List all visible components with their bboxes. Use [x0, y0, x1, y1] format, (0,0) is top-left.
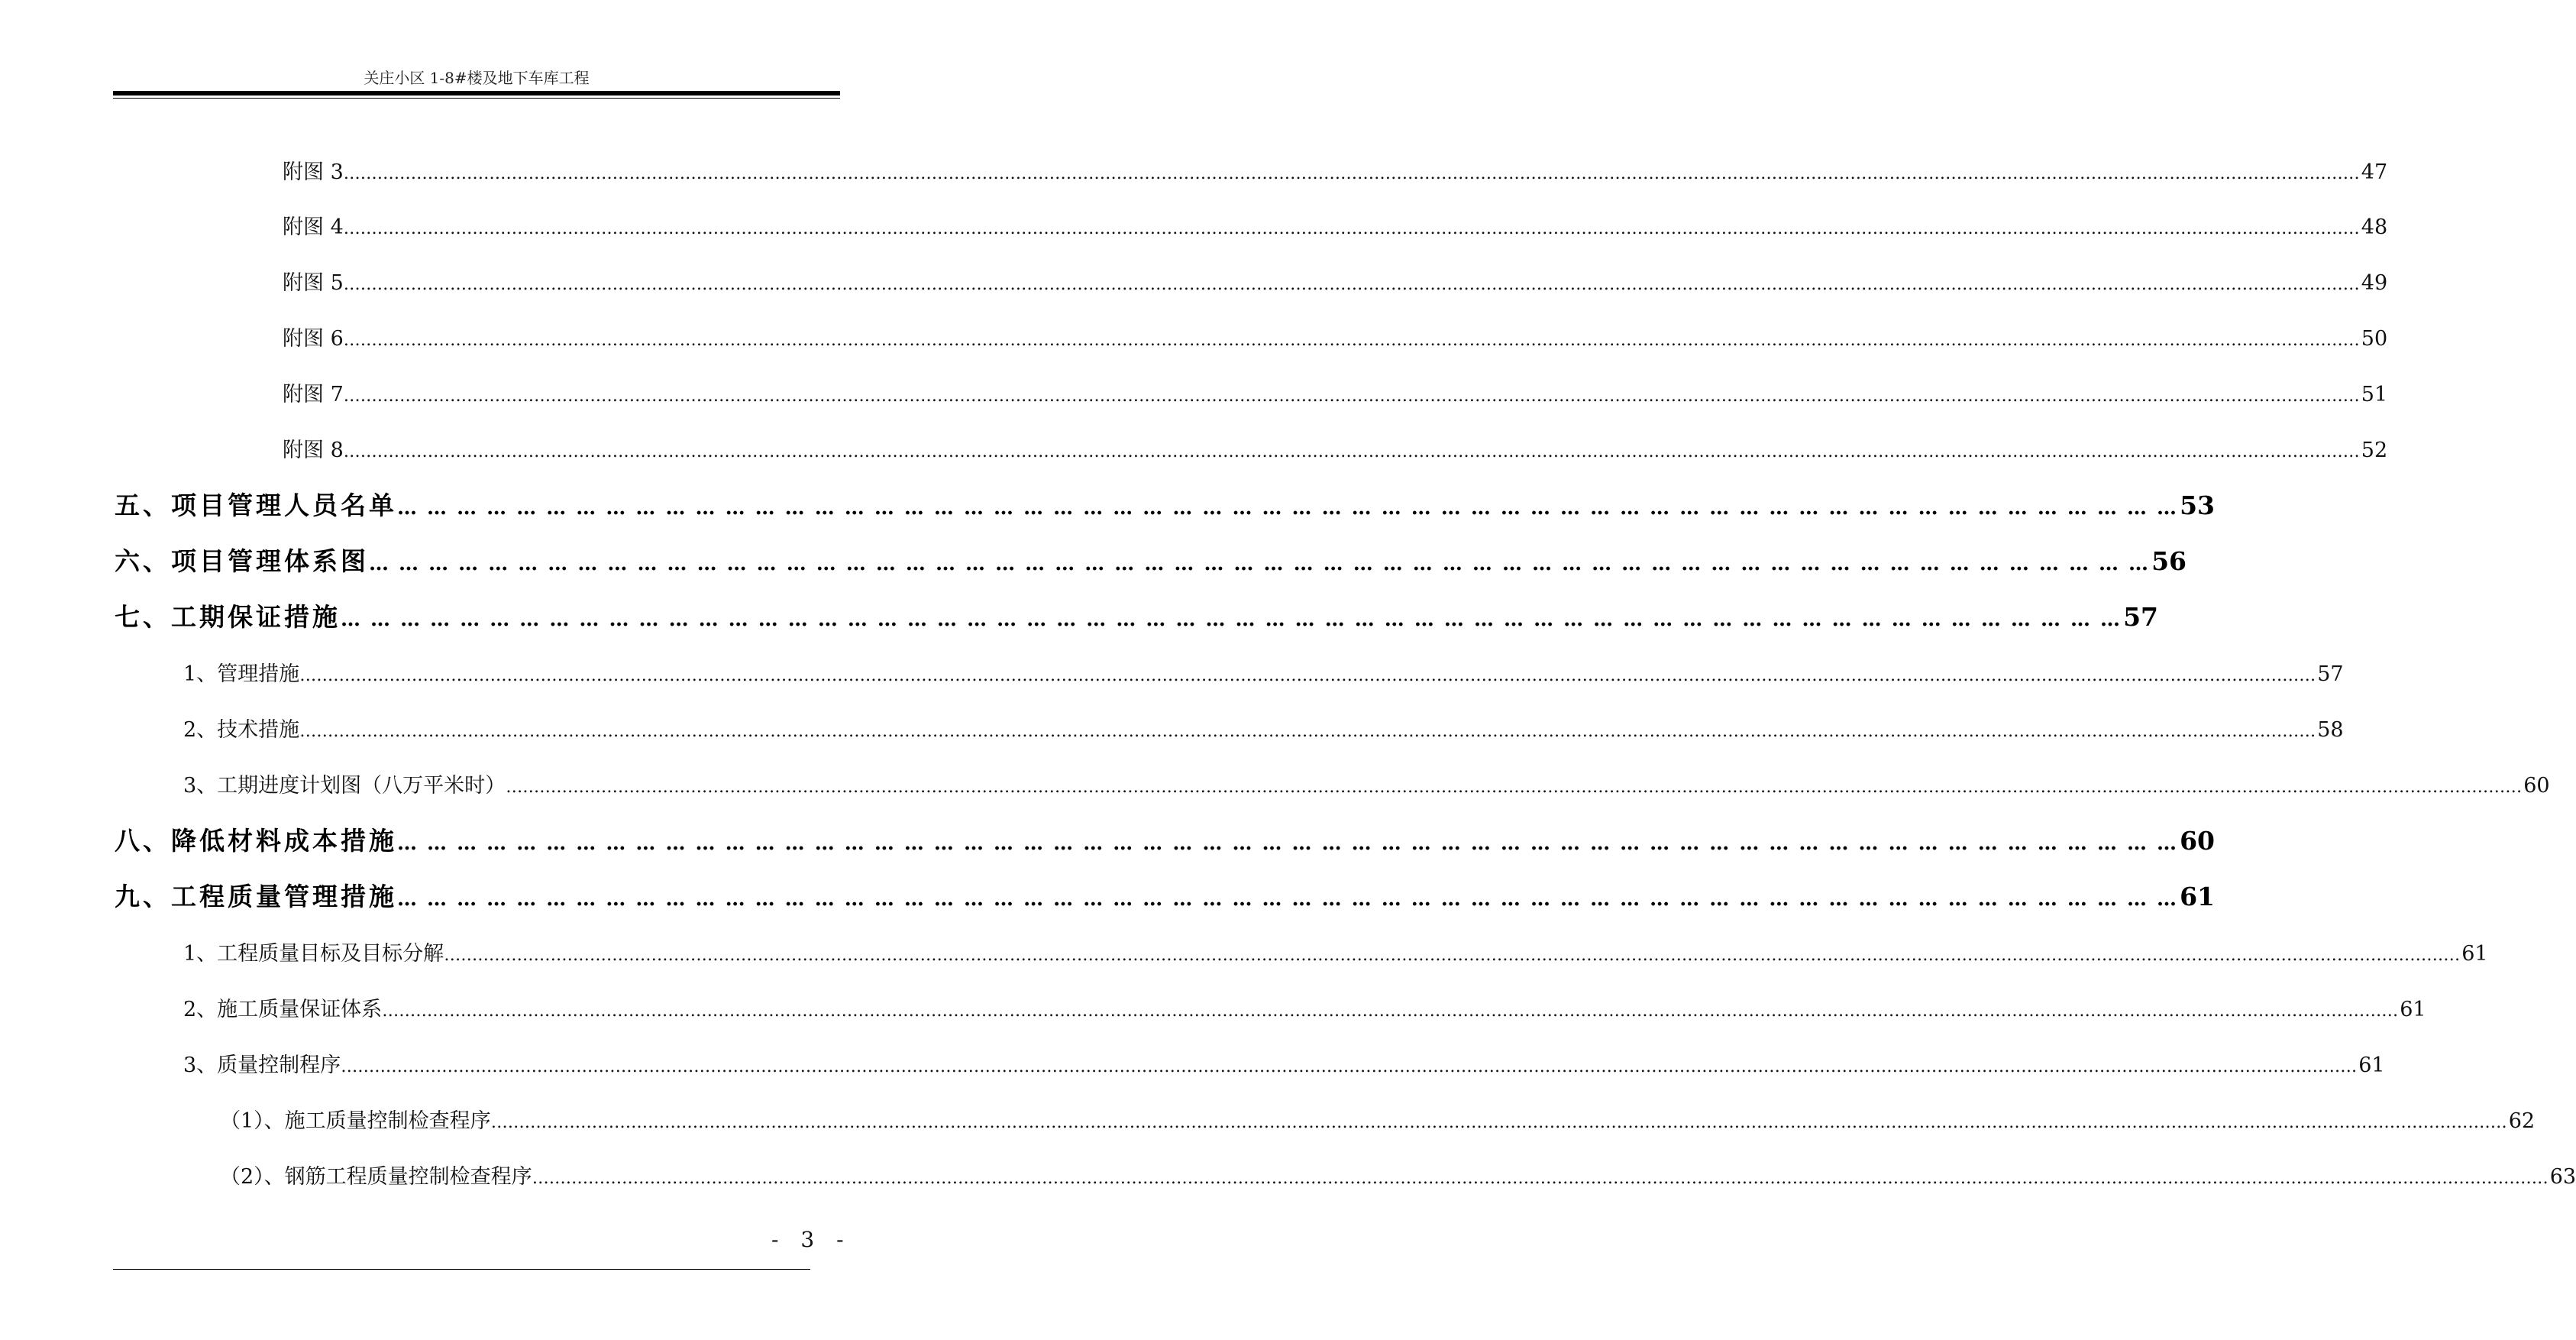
- toc-entry-page: 48: [2361, 215, 2388, 239]
- footer-rule: [113, 1269, 810, 1270]
- toc-entry-page: 49: [2361, 271, 2388, 295]
- toc-entry-label: 七、工期保证措施: [115, 602, 341, 632]
- toc-entry-label: 附图 5: [283, 271, 344, 295]
- toc-entry[interactable]: [283, 155, 2388, 185]
- toc-leader-dots: ………………………………………………………………………………………………………………………………………………………………………………………………………………………………………………………………………………………………………………………………: [343, 331, 2360, 350]
- toc-entry-page: 52: [2361, 439, 2388, 462]
- toc-entry-label: 九、工程质量管理措施: [115, 882, 397, 911]
- toc-entry[interactable]: [283, 377, 2388, 407]
- toc-entry-label: 八、降低材料成本措施: [115, 826, 397, 856]
- toc-entry[interactable]: [283, 433, 2388, 463]
- toc-leader-dots: … … … … … … … … … … … … … … … … … … … … … … … … … … … … … … … … … … … … … … … … … … … … … … … … … … … … … … … … … … … …: [397, 832, 2179, 855]
- toc-entry-page: 60: [2180, 826, 2215, 856]
- toc-entry-label: 五、项目管理人员名单: [115, 490, 397, 520]
- toc-entry[interactable]: [183, 657, 2344, 687]
- header-thick-rule: [113, 91, 840, 95]
- toc-entry-label: 1、管理措施: [183, 662, 300, 686]
- toc-leader-dots: ………………………………………………………………………………………………………………………………………………………………………………………………………………………………………………………………………………………………………………………………: [343, 387, 2360, 406]
- toc-entry-page: 58: [2317, 718, 2344, 742]
- toc-entry[interactable]: [183, 937, 2488, 966]
- toc-entry-page: 60: [2523, 774, 2550, 798]
- toc-leader-dots: … … … … … … … … … … … … … … … … … … … … … … … … … … … … … … … … … … … … … … … … … … … … … … … … … … … … … … … … … … … …: [341, 608, 2122, 631]
- toc-entry-page: 56: [2151, 546, 2187, 576]
- toc-entry-label: 1、工程质量目标及目标分解: [183, 942, 444, 966]
- toc-entry[interactable]: [283, 322, 2388, 351]
- toc-leader-dots: … … … … … … … … … … … … … … … … … … … … … … … … … … … … … … … … … … … … … … … … … … … … … … … … … … … … … … … … … … … …: [369, 552, 2151, 575]
- toc-leader-dots: ………………………………………………………………………………………………………………………………………………………………………………………………………………………………………………………………………………………………………………………………: [343, 219, 2360, 238]
- toc-leader-dots: ………………………………………………………………………………………………………………………………………………………………………………………………………………………………………………………………………………………………………………………………: [343, 442, 2360, 461]
- toc-entry[interactable]: [183, 992, 2426, 1022]
- toc-leader-dots: ………………………………………………………………………………………………………………………………………………………………………………………………………………………………………………………………………………………………………………………………: [299, 666, 2316, 685]
- toc-entry-label: 附图 3: [283, 160, 344, 184]
- toc-entry-label: 附图 6: [283, 327, 344, 351]
- toc-leader-dots: ………………………………………………………………………………………………………………………………………………………………………………………………………………………………………………………………………………………………………………………………: [506, 778, 2523, 797]
- toc-entry[interactable]: [115, 486, 2215, 522]
- toc-entry-page: 57: [2317, 662, 2344, 686]
- toc-entry[interactable]: [115, 542, 2187, 578]
- page-number: - 3 -: [771, 1227, 852, 1252]
- toc-entry-label: 附图 4: [283, 215, 344, 239]
- toc-entry-label: 附图 8: [283, 439, 344, 462]
- toc-entry-label: 2、施工质量保证体系: [183, 998, 383, 1021]
- toc-entry-label: 六、项目管理体系图: [115, 546, 369, 576]
- toc-entry-page: 50: [2361, 327, 2388, 351]
- toc-entry[interactable]: [183, 1048, 2385, 1078]
- toc-leader-dots: ………………………………………………………………………………………………………………………………………………………………………………………………………………………………………………………………………………………………………………………………: [343, 275, 2360, 294]
- toc-leader-dots: ………………………………………………………………………………………………………………………………………………………………………………………………………………………………………………………………………………………………………………………………: [444, 946, 2461, 965]
- toc-entry[interactable]: [115, 877, 2215, 913]
- toc-entry-page: 57: [2123, 602, 2158, 632]
- toc-entry[interactable]: [183, 769, 2550, 798]
- toc-leader-dots: … … … … … … … … … … … … … … … … … … … … … … … … … … … … … … … … … … … … … … … … … … … … … … … … … … … … … … … … … … … …: [397, 497, 2179, 519]
- toc-entry-page: 61: [2358, 1054, 2385, 1077]
- toc-leader-dots: ………………………………………………………………………………………………………………………………………………………………………………………………………………………………………………………………………………………………………………………………: [490, 1113, 2507, 1132]
- header-thin-rule: [113, 98, 840, 99]
- toc-entry[interactable]: [283, 266, 2388, 296]
- toc-entry-page: 61: [2180, 882, 2215, 911]
- document-header-title: 关庄小区 1-8#楼及地下车库工程: [364, 69, 590, 87]
- toc-entry[interactable]: [220, 1104, 2536, 1134]
- toc-entry-page: 51: [2361, 383, 2388, 406]
- toc-entry[interactable]: [220, 1160, 2576, 1189]
- toc-entry-label: 3、质量控制程序: [183, 1054, 341, 1077]
- toc-leader-dots: … … … … … … … … … … … … … … … … … … … … … … … … … … … … … … … … … … … … … … … … … … … … … … … … … … … … … … … … … … … …: [397, 888, 2179, 911]
- toc-leader-dots: ………………………………………………………………………………………………………………………………………………………………………………………………………………………………………………………………………………………………………………………………: [341, 1057, 2358, 1076]
- toc-entry-page: 53: [2180, 490, 2215, 520]
- toc-entry[interactable]: [283, 210, 2388, 240]
- toc-entry-page: 63: [2549, 1165, 2576, 1189]
- toc-leader-dots: ………………………………………………………………………………………………………………………………………………………………………………………………………………………………………………………………………………………………………………………………: [382, 1002, 2399, 1021]
- toc-entry-label: （1）、施工质量控制检查程序: [220, 1109, 491, 1133]
- toc-entry-label: 2、技术措施: [183, 718, 300, 742]
- toc-leader-dots: ………………………………………………………………………………………………………………………………………………………………………………………………………………………………………………………………………………………………………………………………: [299, 722, 2316, 741]
- toc-entry-page: 62: [2508, 1109, 2536, 1133]
- toc-leader-dots: ………………………………………………………………………………………………………………………………………………………………………………………………………………………………………………………………………………………………………………………………: [532, 1169, 2549, 1188]
- toc-entry[interactable]: [115, 821, 2215, 857]
- toc-entry-label: （2）、钢筋工程质量控制检查程序: [220, 1165, 532, 1189]
- toc-entry[interactable]: [183, 713, 2344, 743]
- toc-leader-dots: ………………………………………………………………………………………………………………………………………………………………………………………………………………………………………………………………………………………………………………………………: [343, 164, 2360, 183]
- toc-entry-label: 附图 7: [283, 383, 344, 406]
- toc-entry[interactable]: [115, 597, 2158, 633]
- toc-entry-page: 47: [2361, 160, 2388, 184]
- toc-entry-label: 3、工期进度计划图（八万平米时）: [183, 774, 506, 798]
- toc-entry-page: 61: [2461, 942, 2488, 966]
- toc-entry-page: 61: [2400, 998, 2426, 1021]
